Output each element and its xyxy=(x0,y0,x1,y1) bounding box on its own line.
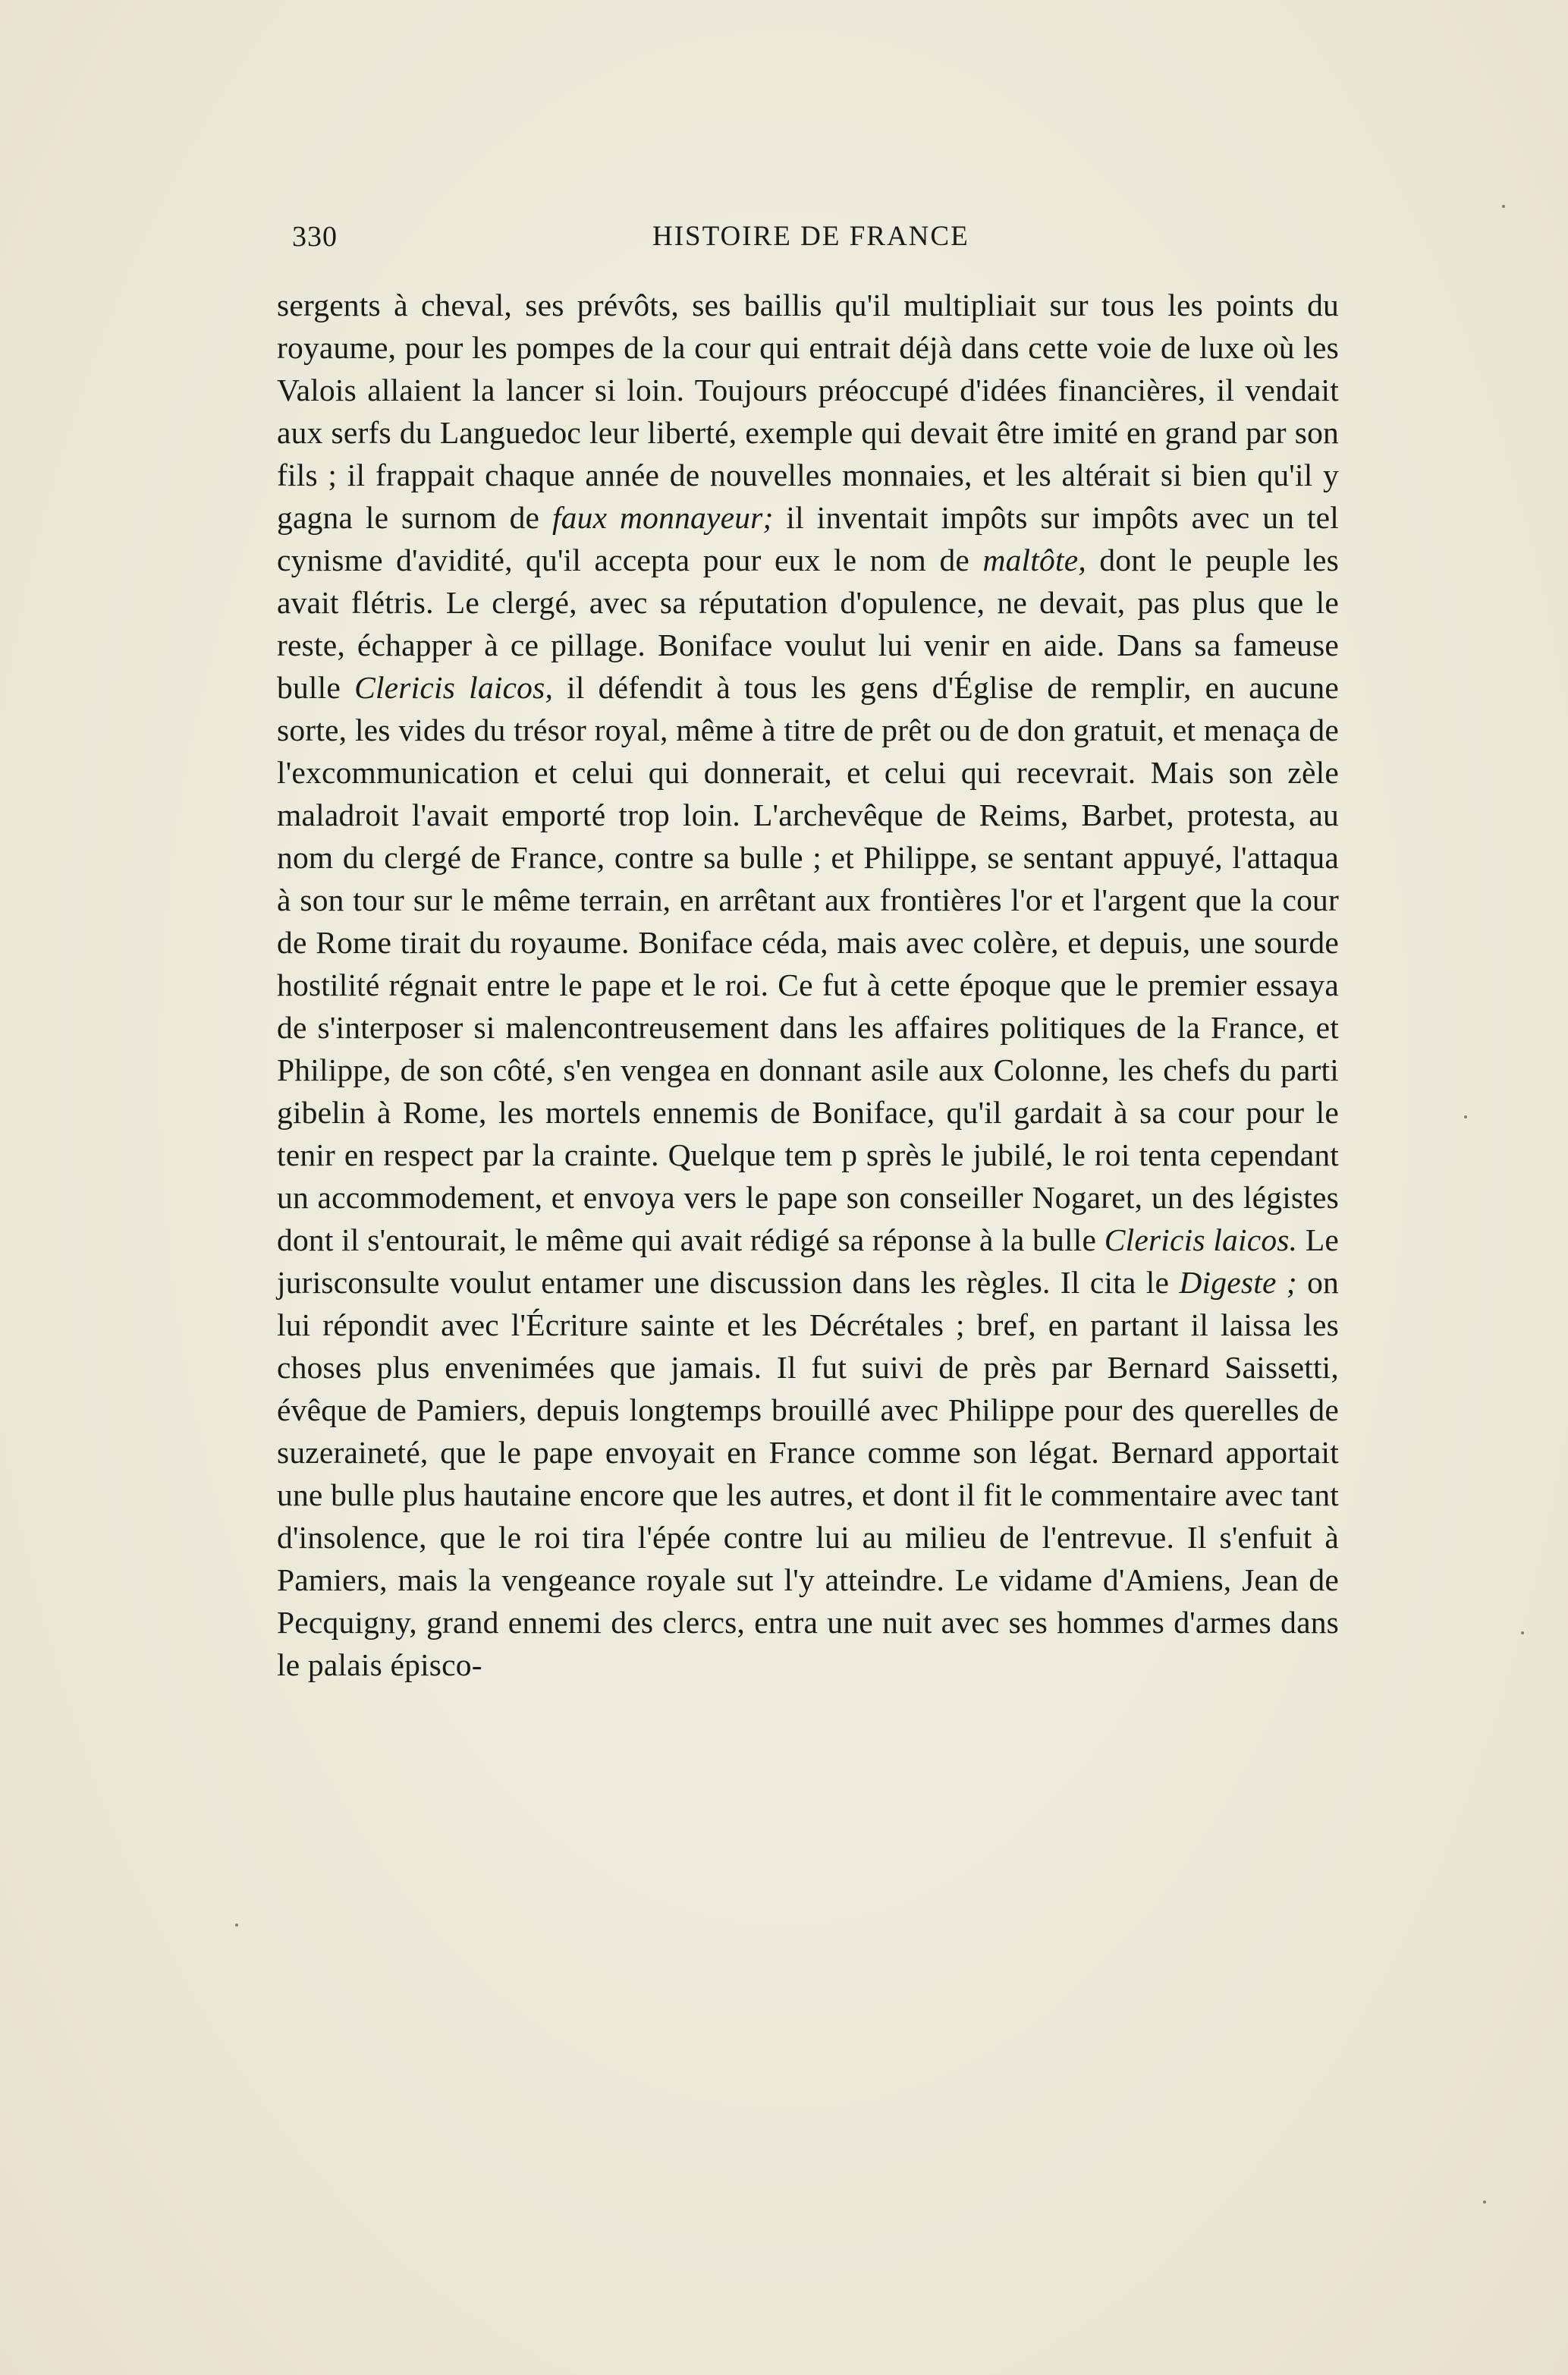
italic-term: Digeste ; xyxy=(1179,1265,1297,1300)
paper-speck xyxy=(1521,1631,1524,1634)
paper-speck xyxy=(1502,205,1505,208)
paper-speck xyxy=(1464,1115,1467,1118)
italic-term: Clericis laicos, xyxy=(354,670,554,705)
text-run: dont le peuple les avait flétris. Le clergé, avec sa réputation d'opulence, ne devait, pas plus que le reste, échapper à ce pillage. Boniface voulut lui venir en aide. Dans sa fameuse bulle xyxy=(277,543,1339,705)
paper-speck xyxy=(1483,2200,1486,2204)
italic-term: maltôte, xyxy=(982,543,1086,577)
paper-speck xyxy=(235,1924,238,1927)
text-run: il défendit à tous les gens d'Église de remplir, en aucune sorte, les vides du trésor royal, même à titre de prêt ou de don gratuit, et menaça de l'excommunication et celui qui donnerait, et celui qui recevrait. Mais son zèle maladroit l'avait emporté trop loin. L'archevêque de Reims, Barbet, protesta, au nom du clergé de France, contre sa bulle ; et Philippe, se sentant appuyé, l'attaqua à son tour sur le même terrain, en arrêtant aux frontières l'or et l'argent que la cour de Rome tirait du royaume. Boniface céda, mais avec colère, et depuis, une sourde hostilité régnait entre le pape et le roi. Ce fut à cette époque que le premier essaya de s'interposer si malencontreusement dans les affaires politiques de la France, et Philippe, de son côté, s'en vengea en donnant asile aux Colonne, les chefs du parti gibelin à Rome, les mortels ennemis de Boniface, qu'il gardait à sa cour pour le tenir en respect par la crainte. Quelque tem p sprès le jubilé, le roi tenta cependant un accommodement, et envoya vers le pape son conseiller Nogaret, un des légistes dont il s'entourait, le même qui avait rédigé sa réponse à la bulle xyxy=(277,670,1339,1257)
italic-term: faux monnayeur; xyxy=(551,500,774,535)
text-run: Le jurisconsulte voulut entamer une discussion dans les règles. Il cita le xyxy=(277,1222,1339,1300)
running-title: HISTOIRE DE FRANCE xyxy=(652,221,969,252)
body-paragraph xyxy=(277,284,1339,1686)
running-header xyxy=(292,220,1346,258)
page-number: 330 xyxy=(292,221,338,253)
italic-term: Clericis laicos. xyxy=(1104,1222,1298,1257)
text-run: on lui répondit avec l'Écriture sainte et les Décrétales ; bref, en partant il laissa les choses plus envenimées que jamais. Il fut suivi de près par Bernard Saissetti, évêque de Pamiers, depuis longtemps brouillé avec Philippe pour des querelles de suzeraineté, que le pape envoyait en France comme son légat. Bernard apportait une bulle plus hautaine encore que les autres, et dont il fit le commentaire avec tant d'insolence, que le roi tira l'épée contre lui au milieu de l'entrevue. Il s'enfuit à Pamiers, mais la vengeance royale sut l'y atteindre. Le vidame d'Amiens, Jean de Pecquigny, grand ennemi des clercs, entra une nuit avec ses hommes d'armes dans le palais épisco- xyxy=(277,1265,1340,1682)
text-run: il inventait impôts sur impôts avec un tel cynisme d'avidité, qu'il accepta pour eux le nom de xyxy=(277,500,1339,577)
text-run: sergents à cheval, ses prévôts, ses baillis qu'il multipliait sur tous les points du royaume, pour les pompes de la cour qui entrait déjà dans cette voie de luxe où les Valois allaient la lancer si loin. Toujours préoccupé d'idées financières, il vendait aux serfs du Languedoc leur liberté, exemple qui devait être imité en grand par son fils ; il frappait chaque année de nouvelles monnaies, et les altérait si bien qu'il y gagna le surnom de xyxy=(277,288,1339,535)
